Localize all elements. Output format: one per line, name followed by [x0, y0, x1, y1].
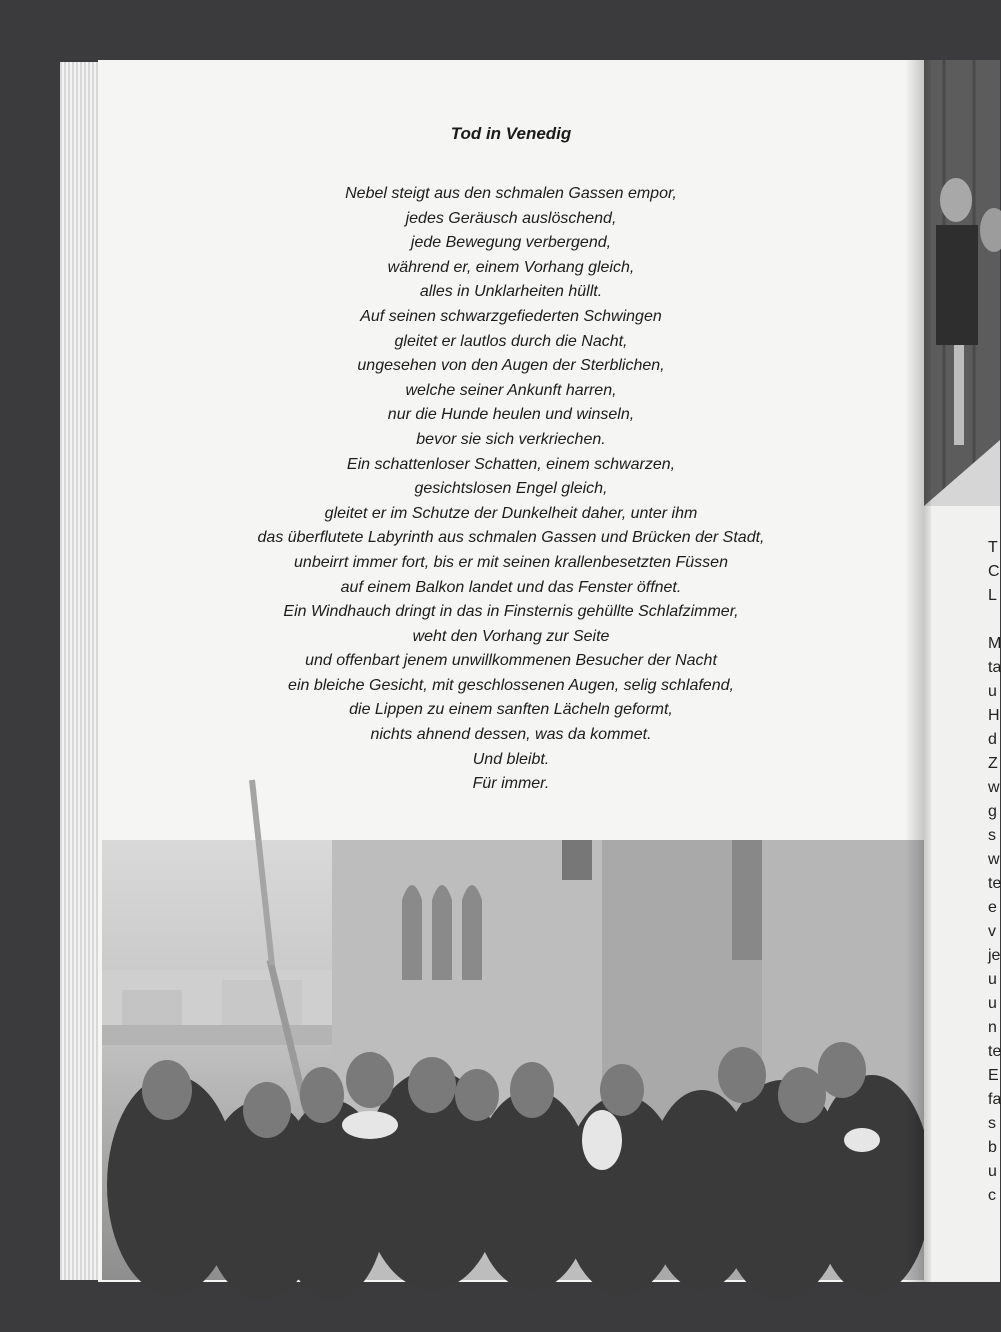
poem-line: gleitet er im Schutze der Dunkelheit daher, unter ihm — [324, 504, 698, 522]
poem-line: nichts ahnend dessen, was da kommet. — [370, 726, 652, 744]
right-text-fragment: H — [988, 707, 1000, 724]
photo-illustration — [102, 840, 924, 1280]
gutter-shadow — [905, 60, 931, 1282]
right-text-fragment: ta — [988, 659, 1001, 676]
right-text-fragment: fa — [988, 1091, 1001, 1108]
poem-line: welche seiner Ankunft harren, — [405, 381, 617, 399]
right-page-photo — [924, 60, 1000, 506]
right-text-fragment: c — [988, 1187, 996, 1204]
right-text-fragment: E — [988, 1067, 999, 1084]
right-text-fragment: te — [988, 875, 1001, 892]
left-page — [98, 60, 924, 1282]
right-text-fragment: n — [988, 1019, 997, 1036]
right-text-fragment: s — [988, 1115, 996, 1132]
poem-line: Ein Windhauch dringt in das in Finsternis gehüllte Schlafzimmer, — [283, 603, 739, 621]
poem-line: ungesehen von den Augen der Sterblichen, — [357, 357, 665, 375]
poem-line: Ein schattenloser Schatten, einem schwarzen, — [346, 455, 676, 473]
poem-line: unbeirrt immer fort, bis er mit seinen krallenbesetzten Füssen — [294, 553, 728, 571]
poem-line: nur die Hunde heulen und winseln, — [387, 406, 635, 424]
page-stack-edges — [60, 62, 100, 1280]
right-text-fragment: w — [988, 851, 1000, 868]
right-text-fragment: u — [988, 971, 997, 988]
poem — [98, 124, 924, 797]
poem-line: Für immer. — [472, 775, 550, 793]
poem-line: bevor sie sich verkriechen. — [416, 430, 606, 448]
right-text-fragment: v — [988, 923, 996, 940]
right-text-fragment: e — [988, 899, 997, 916]
poem-line: Nebel steigt aus den schmalen Gassen empor, — [345, 185, 677, 202]
right-text-fragment: je — [988, 947, 1001, 964]
right-text-fragment: T — [988, 539, 998, 556]
right-page-text — [988, 536, 1001, 1208]
poem-line: jede Bewegung verbergend, — [410, 234, 612, 252]
poem-title: Tod in Venedig — [450, 124, 572, 143]
right-text-fragment: C — [988, 563, 1000, 580]
poem-line: ein bleiche Gesicht, mit geschlossenen Augen, selig schlafend, — [288, 676, 734, 694]
right-text-fragment: M — [988, 635, 1001, 652]
poem-line: das überflutete Labyrinth aus schmalen Gassen und Brücken der Stadt, — [257, 529, 765, 547]
poem-line: die Lippen zu einem sanften Lächeln geformt, — [349, 701, 673, 719]
right-text-fragment: u — [988, 683, 997, 700]
group-selfie-photo — [102, 840, 924, 1280]
poem-line: weht den Vorhang zur Seite — [412, 627, 610, 645]
right-text-fragment: g — [988, 803, 997, 820]
poem-line: gleitet er lautlos durch die Nacht, — [394, 332, 628, 350]
right-text-fragment: w — [988, 779, 1000, 796]
right-text-fragment: s — [988, 827, 996, 844]
poem-line: während er, einem Vorhang gleich, — [387, 258, 635, 276]
poem-line: auf einem Balkon landet und das Fenster öffnet. — [340, 578, 682, 596]
poem-line: alles in Unklarheiten hüllt. — [419, 283, 603, 301]
poem-line: Und bleibt. — [472, 750, 550, 768]
right-text-fragment: Z — [988, 755, 998, 772]
right-text-fragment: L — [988, 587, 997, 604]
right-text-fragment: te — [988, 1043, 1001, 1060]
right-text-fragment: d — [988, 731, 997, 748]
poem-line: Auf seinen schwarzgefiederten Schwingen — [360, 307, 662, 325]
poem-line: gesichtslosen Engel gleich, — [414, 480, 608, 498]
poem-line: und offenbart jenem unwillkommenen Besucher der Nacht — [305, 652, 717, 670]
right-text-fragment: b — [988, 1139, 997, 1156]
right-text-fragment: u — [988, 1163, 997, 1180]
right-text-fragment: u — [988, 995, 997, 1012]
right-page — [924, 60, 1000, 1282]
poem-body — [98, 182, 924, 797]
right-photo-illustration — [924, 60, 1000, 506]
poem-line: jedes Geräusch auslöschend, — [405, 209, 617, 227]
